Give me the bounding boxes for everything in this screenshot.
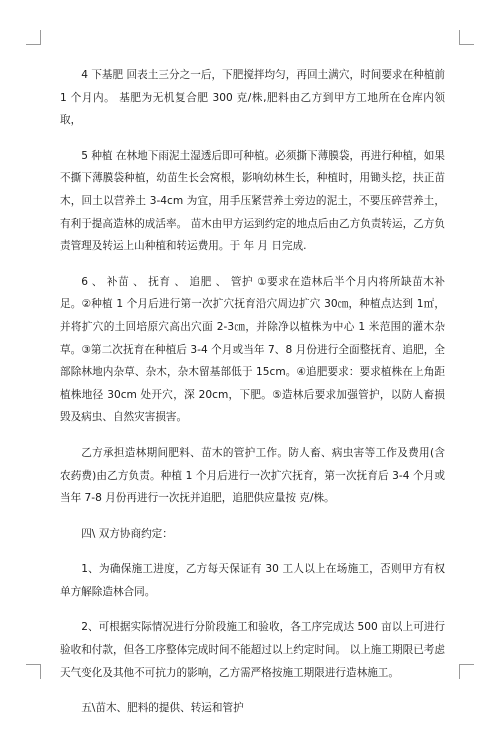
paragraph-replanting-tending: 6 、 补苗 、 抚育 、 追肥 、 管护 ①要求在造林后半个月内将所缺苗木补足。②种植 1 个月后进行第一次扩穴抚育沿穴周边扩穴 30㎝，种植点达到 1㎡，并将扩穴的土回培原穴高出穴面 2-3㎝，并除净以植株为中心 1 米范围的灌木杂草。③第二次抚育在种植后 3-4 个月或当年 7、8 月份进行全面整抚育、追肥，全部除林地内杂草、杂木，杂木留基部低于 15cm。④追肥要求：要求植株在上角距植株地径 30cm 处开穴，深 20cm，下肥。⑤造林后要求加强管护，以防人畜损毁及病虫、自然灾害损害。 [60, 275, 445, 424]
section-heading-agreement: 四\ 双方协商约定： [81, 527, 173, 540]
crop-mark-top-right [459, 30, 474, 45]
crop-mark-bottom-left [26, 664, 41, 679]
paragraph-base-fertilizer: 4 下基肥 回表土三分之一后，下肥搅拌均匀，再回土满穴，时间要求在种植前 1 个月内。 基肥为无机复合肥 300 克/株,肥料由乙方到甲方工地所在仓库内领取， [60, 69, 445, 127]
document-body [60, 64, 445, 733]
paragraph-staged-acceptance: 2、可根据实际情况进行分阶段施工和验收，各工序完成达 500 亩以上可进行验收和付款，但各工序整体完成时间不能超过以上约定时间。 以上施工期限已考虑天气变化及其他不可抗力的影响，乙方需严格按施工期限进行造林施工。 [60, 621, 445, 679]
crop-mark-top-left [26, 30, 41, 45]
paragraph-party-b-responsibility: 乙方承担造林期间肥料、苗木的管护工作。防人畜、病虫害等工作及费用(含农药费)由乙方负责。种植 1 个月后进行一次扩穴抚育，第一次抚育后 3-4 个月或当年 7-8 月份再进行一次抚并追肥，追肥供应量按 克/株。 [60, 446, 445, 505]
crop-mark-bottom-right [459, 664, 474, 679]
section-heading-supply: 五\苗木、肥料的提供、转运和管护 [81, 702, 244, 715]
paragraph-workforce: 1、为确保施工进度，乙方每天保证有 30 工人以上在场施工，否则甲方有权单方解除造林合同。 [60, 563, 445, 598]
paragraph-planting: 5 种植 在林地下雨泥土湿透后即可种植。必须撕下薄膜袋，再进行种植，如果不撕下薄膜袋种植，幼苗生长会窝根，影响幼林生长，种植时，用锄头挖，扶正苗木，回土以营养土 3-4cm 为宜，用手压紧营养土旁边的泥土，不要压碎营养土，有利于提高造林的成活率。 苗木由甲方运到约定的地点后由乙方负责转运，乙方负责管理及转运上山种植和转运费用。于 年 月 日完成. [60, 149, 445, 253]
